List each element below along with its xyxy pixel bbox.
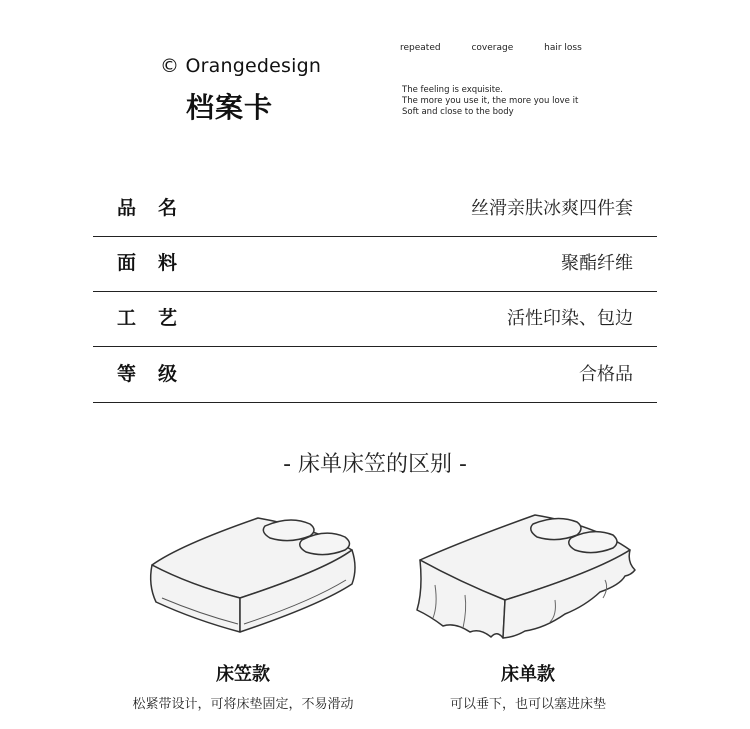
- tagline-line: The more you use it, the more you love it: [402, 96, 579, 106]
- flat-sheet-desc: 可以垂下，也可以塞进床垫: [449, 697, 606, 712]
- spec-label: 工艺: [117, 307, 200, 329]
- spec-label: 品名: [117, 197, 200, 219]
- spec-label: 面料: [117, 252, 200, 274]
- fitted-sheet-desc: 松紧带设计，可将床垫固定，不易滑动: [132, 697, 354, 712]
- fitted-sheet-name: 床笠款: [216, 664, 270, 685]
- tag-item: coverage: [471, 43, 514, 53]
- tagline-line: The feeling is exquisite.: [402, 85, 503, 95]
- tagline-line: Soft and close to the body: [402, 107, 514, 117]
- spec-row-grade: [93, 346, 657, 403]
- fitted-sheet-bed-icon: [140, 510, 370, 640]
- brand-name: © Orangedesign: [160, 55, 322, 77]
- spec-value: 活性印染、包边: [507, 308, 633, 329]
- tag-item: repeated: [400, 43, 441, 53]
- spec-row-process: [93, 290, 657, 347]
- tag-list: [400, 43, 610, 53]
- spec-row-name: [93, 180, 657, 237]
- tag-item: hair loss: [544, 43, 582, 53]
- spec-value: 合格品: [579, 364, 633, 385]
- spec-label: 等级: [117, 363, 200, 385]
- card-title: 档案卡: [186, 91, 274, 124]
- flat-sheet-name: 床单款: [501, 664, 555, 685]
- spec-row-fabric: [93, 235, 657, 292]
- flat-sheet-bed-icon: [405, 510, 645, 645]
- tagline: [402, 85, 578, 118]
- spec-value: 丝滑亲肤冰爽四件套: [471, 198, 633, 219]
- spec-value: 聚酯纤维: [561, 253, 633, 274]
- comparison-title: - 床单床笠的区别 -: [283, 452, 467, 477]
